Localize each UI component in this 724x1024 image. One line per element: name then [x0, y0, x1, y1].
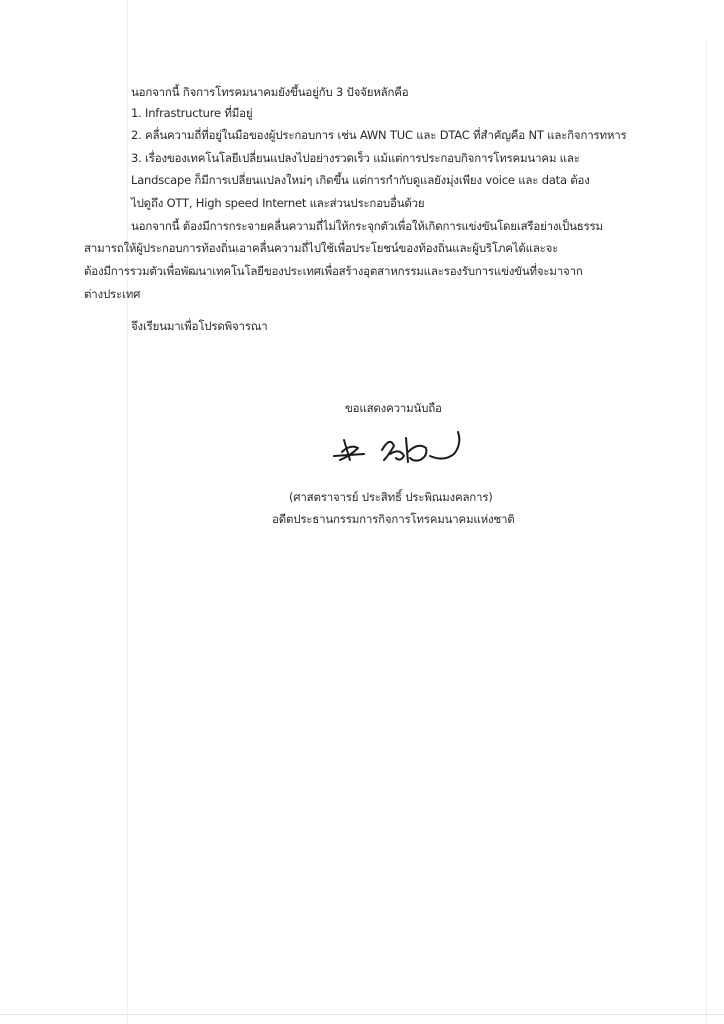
factor-line-2: 2. คลื่นความถี่ที่อยู่ในมือของผู้ประกอบการ เช่น AWN TUC และ DTAC ที่สำคัญคือ NT และกิจการทหาร [131, 128, 627, 142]
scan-edge-right [706, 40, 707, 1024]
handwritten-signature [330, 426, 470, 470]
factor-line-3-cont-a: Landscape ก็มีการเปลี่ยนแปลงใหม่ๆ เกิดขึ้น แต่การกำกับดูแลยังมุ่งเพียง voice และ data ต้อง [131, 173, 590, 187]
factor-line-3: 3. เรื่องของเทคโนโลยีเปลี่ยนแปลงไปอย่างรวดเร็ว แม้แต่การประกอบกิจการโทรคมนาคม และ [131, 151, 580, 165]
scan-edge-bottom [0, 1014, 724, 1015]
paragraph2-line-1: นอกจากนี้ ต้องมีการกระจายคลื่นความถี่ไม่ให้กระจุกตัวเพื่อให้เกิดการแข่งขันโดยเสรีอย่างเป็นธรรม [131, 219, 603, 233]
intro-line: นอกจากนี้ กิจการโทรคมนาคมยังขึ้นอยู่กับ 3 ปัจจัยหลักคือ [131, 85, 409, 99]
paragraph2-line-2: สามารถให้ผู้ประกอบการท้องถิ่นเอาคลื่นความถี่ไปใช้เพื่อประโยชน์ของท้องถิ่นและผู้บริโภคได้และจะ [84, 241, 559, 255]
regards-line: ขอแสดงความนับถือ [345, 401, 442, 415]
signer-title: อดีตประธานกรรมการกิจการโทรคมนาคมแห่งชาติ [272, 512, 515, 526]
paragraph2-line-3: ต้องมีการรวมตัวเพื่อพัฒนาเทคโนโลยีของประเทศเพื่อสร้างอุตสาหกรรมและรองรับการแข่งขันที่จะมาจาก [84, 264, 583, 278]
closing-line: จึงเรียนมาเพื่อโปรดพิจารณา [131, 319, 268, 333]
signer-name: (ศาสตราจารย์ ประสิทธิ์ ประพิณมงคลการ) [289, 490, 493, 504]
factor-line-3-cont-b: ไปดูถึง OTT, High speed Internet และส่วนประกอบอื่นด้วย [131, 196, 425, 210]
factor-line-1: 1. Infrastructure ที่มีอยู่ [131, 106, 253, 120]
scan-edge-left [127, 0, 128, 1024]
paragraph2-line-4: ต่างประเทศ [84, 287, 141, 301]
